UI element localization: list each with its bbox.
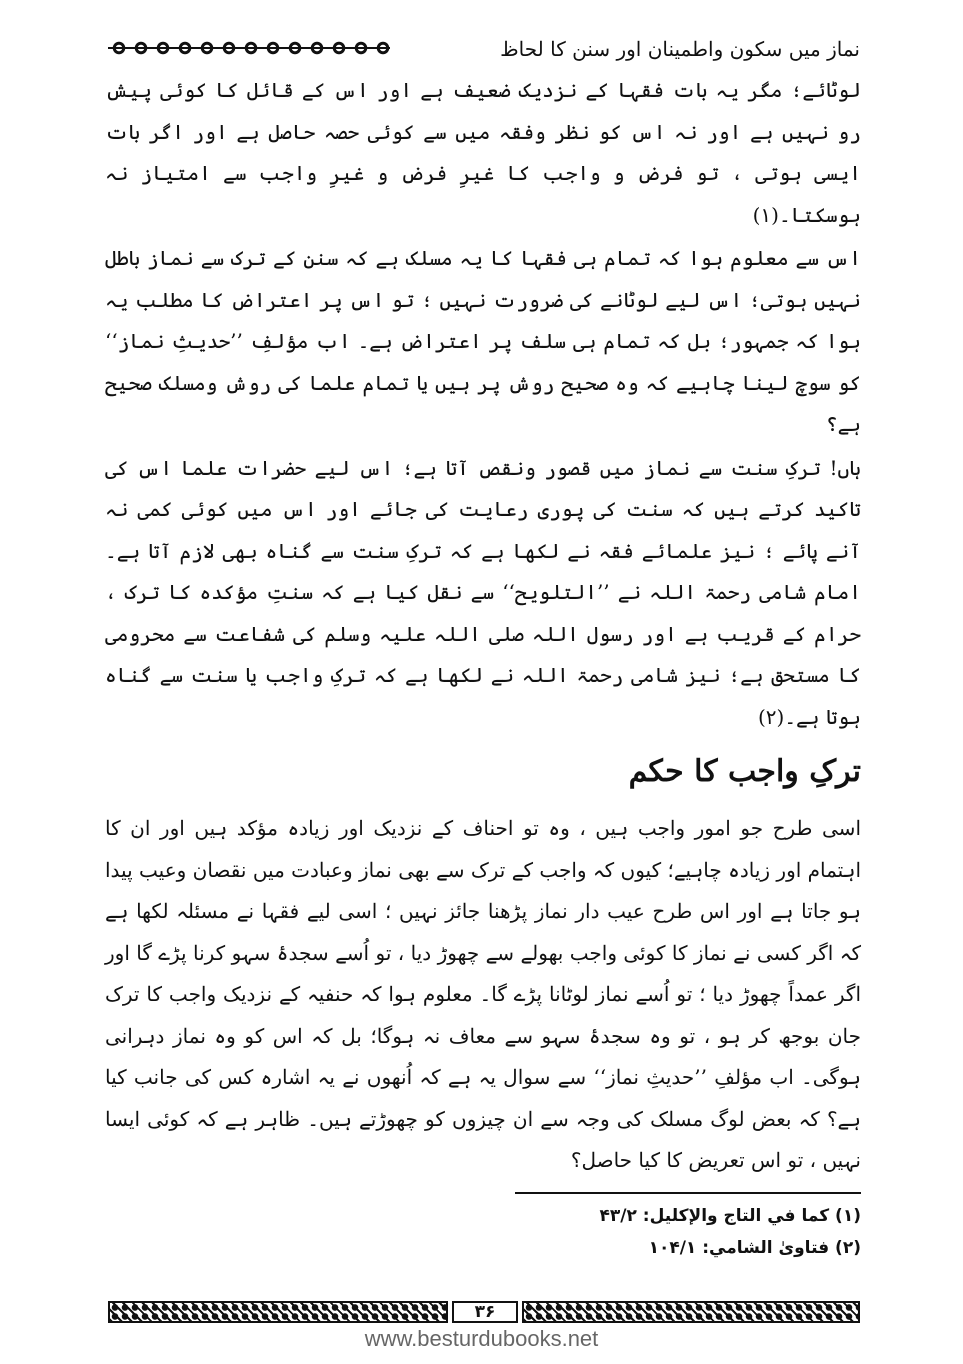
footer-ornament-right (522, 1301, 860, 1323)
footer-ornament-left (108, 1301, 448, 1323)
header-ornament (108, 36, 390, 60)
footnotes (480, 1200, 861, 1264)
running-title: نماز میں سکون واطمینان اور سنن کا لحاظ (500, 37, 860, 61)
page-footer (108, 1301, 860, 1323)
main-text (105, 70, 861, 1184)
website-watermark: www.besturdubooks.net (364, 1326, 599, 1351)
paragraph-3: ہاں! ترکِ سنت سے نماز میں قصور ونقص آتا ہے؛ اس لیے حضرات علما اس کی تاکید کرتے ہیں کہ سنت کی پوری رعایت کی جائے اور اس میں کوئی کمی نہ آنے پائے ؛ نیز علمائے فقہ نے لکھا ہے کہ ترکِ سنت سے گناہ بھی لازم آتا ہے۔ امام شامی رحمۃ اللہ نے ’’التلویح‘‘ سے نقل کیا ہے کہ سنتِ مؤکدہ کا ترک ، حرام کے قریب ہے اور رسول اللہ صلی اللہ علیہ وسلم کی شفاعت سے محرومی کا مستحق ہے؛ نیز شامی رحمۃ اللہ نے لکھا ہے کہ ترکِ واجب یا سنت سے گناہ ہوتا ہے۔(۲) (105, 455, 861, 729)
section-heading: ترکِ واجب کا حکم (628, 754, 861, 789)
paragraph-2: اس سے معلوم ہوا کہ تمام ہی فقہا کا یہ مسلک ہے کہ سنن کے ترک سے نماز باطل نہیں ہوتی؛ اس لیے لوٹانے کی ضرورت نہیں ؛ تو اس پر اعتراض کا مطلب یہ ہوا کہ جمہور؛ بل کہ تمام ہی سلف پر اعتراض ہے۔ اب مؤلفِ ’’حدیثِ نماز‘‘ کو سوچ لینا چاہیے کہ وہ صحیح روش پر ہیں یا تمام علما کی روش ومسلک صحیح ہے؟ (105, 246, 861, 436)
page-number: ۳۶ (452, 1301, 518, 1323)
paragraph-1: لوٹائے؛ مگر یہ بات فقہا کے نزدیک ضعیف ہے اور اس کے قائل کا کوئی پیش رو نہیں ہے اور نہ اس کو نظر وفقہ میں سے کوئی حصہ حاصل ہے اور اگر بات ایسی ہوتی ، تو فرض و واجب کا غیرِ فرض و غیرِ واجب سے امتیاز نہ ہوسکتا۔(۱) (105, 78, 861, 227)
page-header (108, 32, 860, 66)
footnote-2: (۲) فتاوىٰ الشامي: ۱۰۴/۱ (648, 1238, 861, 1258)
footnote-separator (515, 1192, 861, 1194)
footnote-1: (۱) كما في التاج والإكليل: ۴۳/۲ (599, 1206, 861, 1226)
section-paragraph: اسی طرح جو امور واجب ہیں ، وہ تو احناف کے نزدیک اور زیادہ مؤکد ہیں اور ان کا اہتمام اور زیادہ چاہیے؛ کیوں کہ واجب کے ترک سے بھی نماز وعبادت میں نقصان وعیب پیدا ہو جاتا ہے اور اس طرح عیب دار نماز پڑھنا جائز نہیں ؛ اسی لیے فقہا نے مسئلہ لکھا ہے کہ اگر کسی نے نماز کا کوئی واجب بھولے سے چھوڑ دیا ، تو اُسے سجدۂ سہو کرنا پڑے گا اور اگر عمداً چھوڑ دیا ؛ تو اُسے نماز لوٹانا پڑے گا۔ معلوم ہوا کہ حنفیہ کے نزدیک واجب کا ترک جان بوجھ کر ہو ، تو وہ سجدۂ سہو سے معاف نہ ہوگا؛ بل کہ اس کو وہ نماز دہرانی ہوگی۔ اب مؤلفِ ’’حدیثِ نماز‘‘ سے سوال یہ ہے کہ اُنھوں نے یہ اشارہ کس کی جانب کیا ہے؟ کہ بعض لوگ مسلک کی وجہ سے ان چیزوں کو چھوڑتے ہیں۔ ظاہر ہے کہ کوئی ایسا نہیں ، تو اس تعریض کا کیا حاصل؟ (105, 816, 861, 1172)
